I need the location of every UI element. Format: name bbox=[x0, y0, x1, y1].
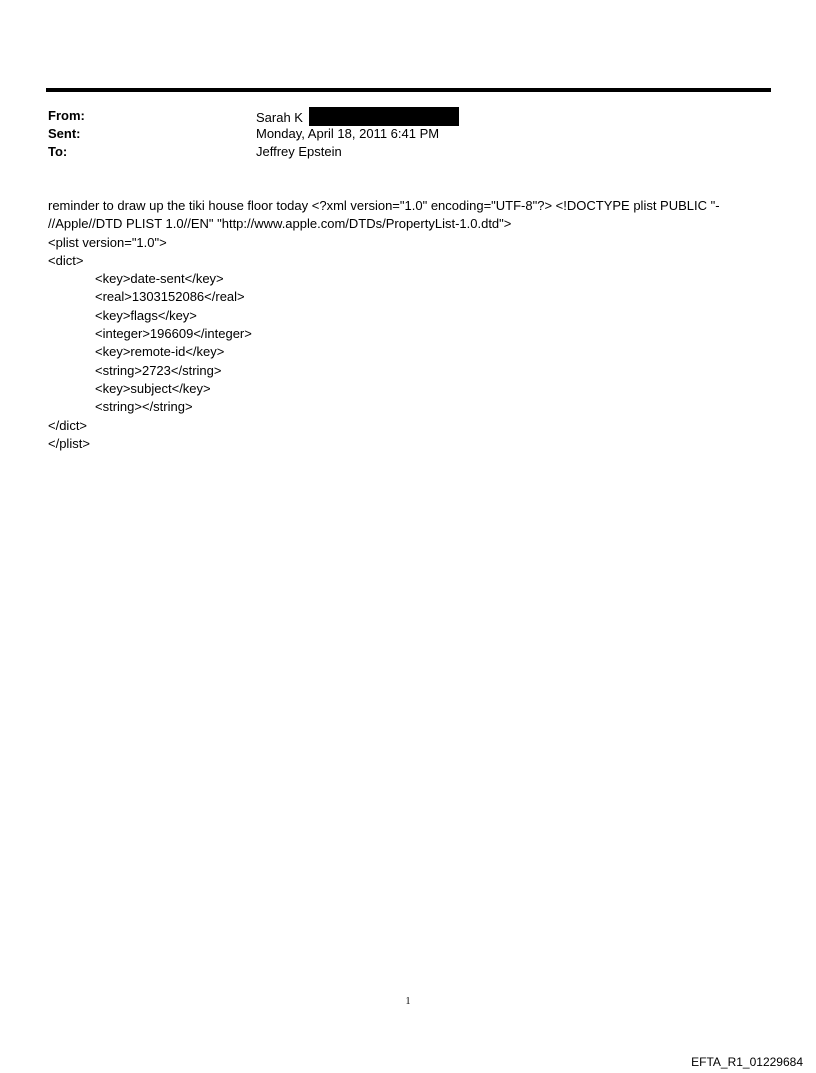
email-body bbox=[48, 197, 778, 453]
from-value bbox=[256, 107, 459, 127]
sent-row bbox=[48, 125, 748, 143]
body-line: reminder to draw up the tiki house floor today <?xml version="1.0" encoding="UTF-8"?> <!DOCTYPE plist PUBLIC "- bbox=[48, 198, 720, 213]
body-line: </dict> bbox=[48, 417, 88, 433]
from-label: From: bbox=[48, 108, 85, 123]
body-line: <integer>196609</integer> bbox=[95, 326, 252, 342]
to-row bbox=[48, 143, 748, 161]
body-line: <string></string> bbox=[95, 399, 193, 415]
body-line: <real>1303152086</real> bbox=[95, 289, 245, 305]
sent-value: Monday, April 18, 2011 6:41 PM bbox=[256, 126, 440, 141]
email-header bbox=[48, 107, 748, 161]
body-line: <string>2723</string> bbox=[95, 362, 222, 378]
sent-label: Sent: bbox=[48, 126, 81, 141]
redaction-box bbox=[309, 107, 459, 126]
header-divider bbox=[46, 88, 771, 92]
body-line: <plist version="1.0"> bbox=[48, 234, 167, 250]
body-line: <key>subject</key> bbox=[95, 380, 211, 396]
from-row bbox=[48, 107, 748, 125]
to-value: Jeffrey Epstein bbox=[256, 144, 342, 159]
document-id: EFTA_R1_01229684 bbox=[691, 1055, 803, 1069]
body-line: <key>date-sent</key> bbox=[95, 271, 224, 287]
body-line: <key>remote-id</key> bbox=[95, 344, 225, 360]
body-line: </plist> bbox=[48, 435, 90, 451]
sender-name: Sarah K bbox=[256, 110, 303, 125]
to-label: To: bbox=[48, 144, 68, 159]
body-line: <dict> bbox=[48, 252, 84, 268]
page-number: 1 bbox=[405, 996, 411, 1007]
body-line: <key>flags</key> bbox=[95, 307, 197, 323]
body-line: //Apple//DTD PLIST 1.0//EN" "http://www.apple.com/DTDs/PropertyList-1.0.dtd"> bbox=[48, 216, 512, 232]
